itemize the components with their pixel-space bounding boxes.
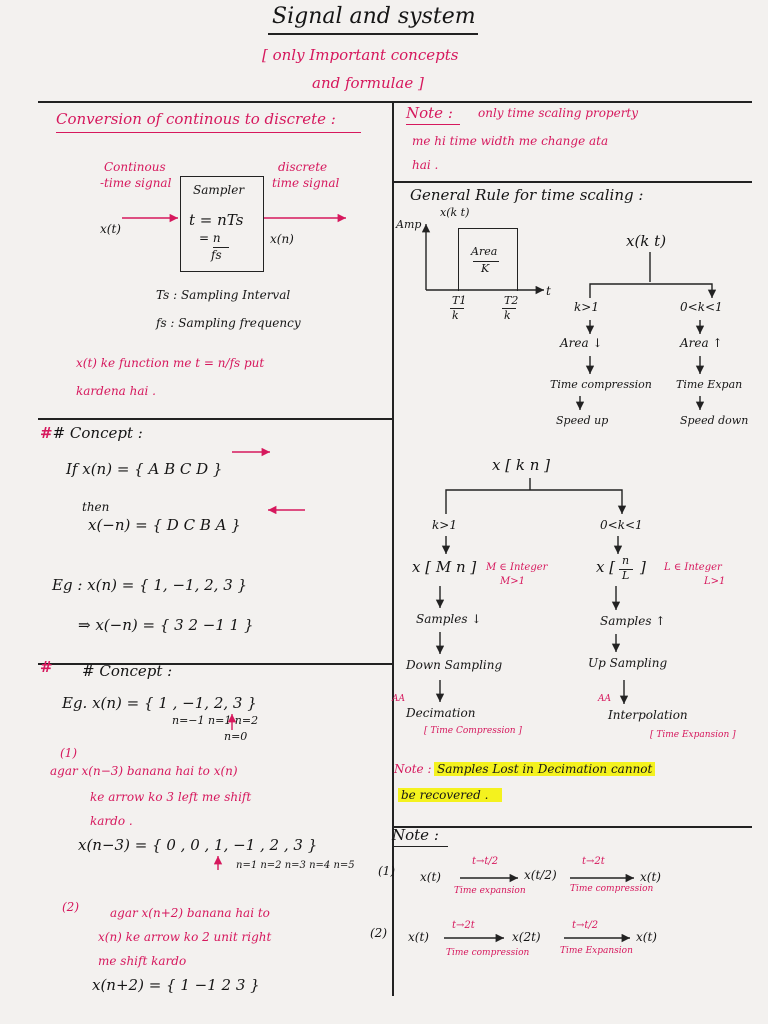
note2-line1: Samples Lost in Decimation cannot — [434, 762, 655, 776]
tree2-right-paren: [ Time Expansion ] — [650, 730, 736, 740]
case2-number: (2) — [62, 900, 79, 914]
sampler-eq-1: t = nTs — [189, 211, 244, 229]
sampler-output: x(n) — [270, 232, 294, 246]
tree1-root: x(k t) — [626, 232, 667, 250]
row1-number: (1) — [378, 864, 395, 878]
row2-arrow1-label: t→2t — [452, 920, 475, 931]
concept2-eg: Eg. x(n) = { 1 , −1, 2, 3 } — [62, 694, 257, 712]
row1-label2: Time compression — [570, 884, 654, 894]
case2-line-c: me shift kardo — [98, 954, 187, 968]
sampler-eq-3: fs — [211, 248, 222, 262]
t1-label: T1 — [452, 294, 467, 307]
tree2-right-tag: AA — [598, 694, 611, 704]
concept1-heading-text: # Concept : — [52, 424, 143, 442]
tree2-left-note-1: M ∈ Integer — [486, 562, 548, 573]
tree1-left-speed: Speed up — [556, 414, 609, 427]
case2-line-b: x(n) ke arrow ko 2 unit right — [98, 930, 272, 944]
note1-label: Note : — [406, 104, 453, 122]
sampler-eq-2: = n — [199, 231, 221, 245]
row2-number: (2) — [370, 926, 387, 940]
tree2-left-note-2: M>1 — [500, 576, 525, 587]
concept1-line1: If x(n) = { A B C D } — [66, 460, 223, 478]
case1-equation: x(n−3) = { 0 , 0 , 1, −1 , 2 , 3 } — [78, 836, 318, 854]
tree2-branches — [446, 490, 622, 514]
case1-number: (1) — [60, 746, 77, 760]
conversion-note-1: x(t) ke function me t = n/fs put — [76, 356, 265, 370]
tree2-right-expr-b: ] — [640, 558, 646, 576]
t2-k: k — [504, 309, 511, 322]
tree1-left-area: Area ↓ — [560, 336, 603, 350]
tree2-right-note-1: L ∈ Integer — [664, 562, 722, 573]
concept2-indices: n=−1 n=1 n=2 — [172, 714, 259, 727]
tree1-left-cond: k>1 — [574, 300, 599, 314]
tree2-left-cond: k>1 — [432, 518, 457, 532]
case1-indices: n=1 n=2 n=3 n=4 n=5 — [236, 860, 355, 871]
row1-arrow2-label: t→2t — [582, 856, 605, 867]
case1-line-b: ke arrow ko 3 left me shift — [90, 790, 252, 804]
tree2-right-expr-a: x [ — [596, 558, 616, 576]
note3-label: Note : — [392, 826, 439, 844]
concept2-n0: n=0 — [224, 730, 248, 743]
ts-definition: Ts : Sampling Interval — [156, 288, 291, 302]
tree2-right-samples: Samples ↑ — [600, 614, 666, 628]
concept1-heading: ## Concept : — [40, 424, 143, 442]
tree1-right-cond: 0<k<1 — [680, 300, 723, 314]
conversion-heading: Conversion of continous to discrete : — [56, 110, 336, 128]
tree2-right-num: n — [622, 554, 630, 567]
note2-line2: be recovered . — [398, 788, 502, 802]
tree2-left-final: Decimation — [406, 706, 476, 720]
concept1-eg: Eg : x(n) = { 1, −1, 2, 3 } — [52, 576, 248, 594]
tree2-root: x [ k n ] — [492, 456, 550, 474]
fs-definition: fs : Sampling frequency — [156, 316, 301, 330]
sampler-input: x(t) — [100, 222, 121, 236]
xkt-axis-label: x(k t) — [440, 206, 470, 219]
conversion-note-2: kardena hai . — [76, 384, 156, 398]
tree1-branches — [590, 284, 712, 298]
area-k: K — [481, 262, 490, 275]
case1-line-c: kardo . — [90, 814, 133, 828]
case2-line-a: agar x(n+2) banana hai to — [110, 906, 270, 920]
tree2-left-sampling: Down Sampling — [406, 658, 503, 672]
note1-line2: me hi time width me change ata — [412, 134, 609, 148]
tree1-right-area: Area ↑ — [680, 336, 723, 350]
row1-expr-c: x(t) — [640, 870, 661, 884]
tree2-left-tag: AA — [392, 694, 405, 704]
t1-k: k — [452, 309, 459, 322]
discrete-label-1: discrete — [278, 160, 328, 174]
concept1-result: ⇒ x(−n) = { 3 2 −1 1 } — [78, 616, 254, 634]
note1-line1: only time scaling property — [478, 106, 639, 120]
tree2-left-paren: [ Time Compression ] — [424, 726, 522, 736]
row1-expr-a: x(t) — [420, 870, 441, 884]
tree2-left-expr: x [ M n ] — [412, 558, 477, 576]
concept2-hash: # — [40, 658, 53, 676]
tree1-right-speed: Speed down — [680, 414, 749, 427]
concept1-then: then — [82, 500, 110, 514]
tree2-right-final: Interpolation — [608, 708, 688, 722]
row2-expr-c: x(t) — [636, 930, 657, 944]
tree2-right-note-2: L>1 — [704, 576, 726, 587]
tree2-left-samples: Samples ↓ — [416, 612, 482, 626]
tree2-right-cond: 0<k<1 — [600, 518, 643, 532]
subtitle-line-2: and formulae ] — [312, 74, 424, 92]
row2-expr-a: x(t) — [408, 930, 429, 944]
concept2-heading-text: # Concept : — [82, 662, 173, 680]
tree1-right-effect: Time Expan — [676, 378, 743, 391]
row1-expr-b: x(t/2) — [524, 868, 557, 882]
tree1-left-effect: Time compression — [550, 378, 652, 391]
continuous-label-1: Continous — [104, 160, 166, 174]
row2-arrow2-label: t→t/2 — [572, 920, 599, 931]
row2-expr-b: x(2t) — [512, 930, 541, 944]
continuous-label-2: -time signal — [100, 176, 172, 190]
row2-label2: Time Expansion — [560, 946, 633, 956]
case1-line-a: agar x(n−3) banana hai to x(n) — [50, 764, 238, 778]
sampler-label: Sampler — [193, 183, 245, 197]
t-axis-label: t — [546, 284, 551, 298]
subtitle-line-1: [ only Important concepts — [262, 46, 459, 64]
area-label: Area — [471, 245, 498, 258]
note2-label: Note : — [394, 762, 432, 776]
t2-label: T2 — [504, 294, 519, 307]
concept1-line2: x(−n) = { D C B A } — [88, 516, 241, 534]
note1-line3: hai . — [412, 158, 439, 172]
amp-label: Amp — [396, 218, 422, 231]
case2-equation: x(n+2) = { 1 −1 2 3 } — [92, 976, 260, 994]
tree2-right-sampling: Up Sampling — [588, 656, 668, 670]
row1-arrow1-label: t→t/2 — [472, 856, 499, 867]
tree2-right-den: L — [622, 569, 630, 582]
general-rule-heading: General Rule for time scaling : — [410, 186, 644, 204]
discrete-label-2: time signal — [272, 176, 340, 190]
row2-label1: Time compression — [446, 948, 530, 958]
row1-label1: Time expansion — [454, 886, 526, 896]
page-title: Signal and system — [272, 4, 476, 29]
